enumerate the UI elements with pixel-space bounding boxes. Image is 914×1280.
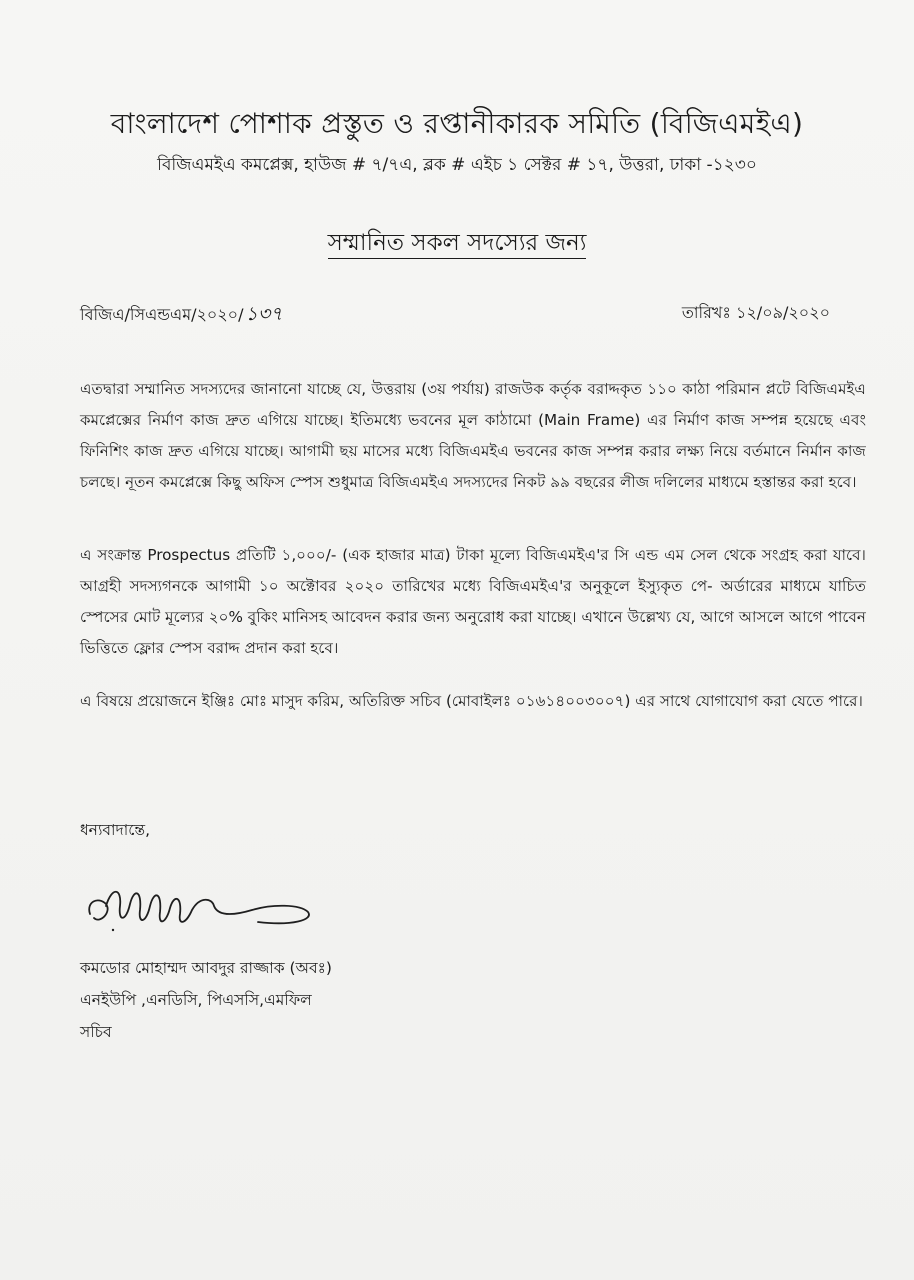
signatory-qualifications: এনইউপি ,এনডিসি, পিএসসি,এমফিল (80, 991, 312, 1009)
letter-date: তারিখঃ ১২/০৯/২০২০ (681, 303, 830, 322)
subject-text: সম্মানিত সকল সদস্যের জন্য (328, 230, 587, 259)
handwritten-signature (82, 876, 322, 942)
reference-handwritten: ১৩৭ (245, 303, 283, 325)
body-paragraph-3: এ বিষয়ে প্রয়োজনে ইঞ্জিঃ মোঃ মাসুদ করিম, অতিরিক্ত সচিব (মোবাইলঃ ০১৬১৪০০৩০০৭) এর সাথে যোগাযোগ করা যেতে পারে। (80, 692, 863, 710)
organization-name: বাংলাদেশ পোশাক প্রস্তুত ও রপ্তানীকারক সমিতি (বিজিএমইএ) (110, 107, 804, 140)
letter-subject (0, 224, 914, 263)
body-paragraph-2: এ সংক্রান্ত Prospectus প্রতিটি ১,০০০/- (এক হাজার মাত্র) টাকা মূল্যে বিজিএমইএ'র সি এন্ড এম সেল থেকে সংগ্রহ করা যাবে। আগ্রহী সদস্যগনকে আগামী ১০ অক্টোবর ২০২০ তারিখের মধ্যে বিজিএমইএ'র অনুকূলে ইস্যুকৃত পে- অর্ডারের মাধ্যমে যাচিত স্পেসের মোট মূল্যের ২০% বুকিং মানিসহ আবেদন করার জন্য অনুরোধ করা যাচ্ছে। এখানে উল্লেখ্য যে, আগে আসলে আগে পাবেন ভিত্তিতে ফ্লোর স্পেস বরাদ্দ প্রদান করা হবে। (80, 546, 866, 657)
closing-salutation: ধন্যবাদান্তে, (80, 821, 151, 839)
reference-number (80, 300, 283, 332)
body-paragraph-1: এতদ্বারা সম্মানিত সদস্যদের জানানো যাচ্ছে যে, উত্তরায় (৩য় পর্যায়) রাজউক কর্তৃক বরাদ্দকৃত ১১০ কাঠা পরিমান প্লটে বিজিএমইএ কমপ্লেক্সের নির্মাণ কাজ দ্রুত এগিয়ে যাচ্ছে। ইতিমধ্যে ভবনের মূল কাঠামো (Main Frame) এর নির্মাণ কাজ সম্পন্ন হয়েছে এবং ফিনিশিং কাজ দ্রুত এগিয়ে যাচ্ছে। আগামী ছয় মাসের মধ্যে বিজিএমইএ ভবনের কাজ সম্পন্ন করার লক্ষ্য নিয়ে বর্তমানে নির্মান কাজ চলছে। নূতন কমপ্লেক্সে কিছু অফিস স্পেস শুধুমাত্র বিজিএমইএ সদস্যদের নিকট ৯৯ বছরের লীজ দলিলের মাধ্যমে হস্তান্তর করা হবে। (80, 380, 866, 491)
signatory-title: সচিব (80, 1023, 112, 1041)
signatory-name: কমডোর মোহাম্মদ আবদুর রাজ্জাক (অবঃ) (80, 959, 332, 977)
organization-address: বিজিএমইএ কমপ্লেক্স, হাউজ # ৭/৭এ, ব্লক # এইচ ১ সেক্টর # ১৭, উত্তরা, ঢাকা -১২৩০ (157, 155, 757, 175)
reference-printed: বিজিএ/সিএন্ডএম/২০২০/ (80, 305, 244, 324)
